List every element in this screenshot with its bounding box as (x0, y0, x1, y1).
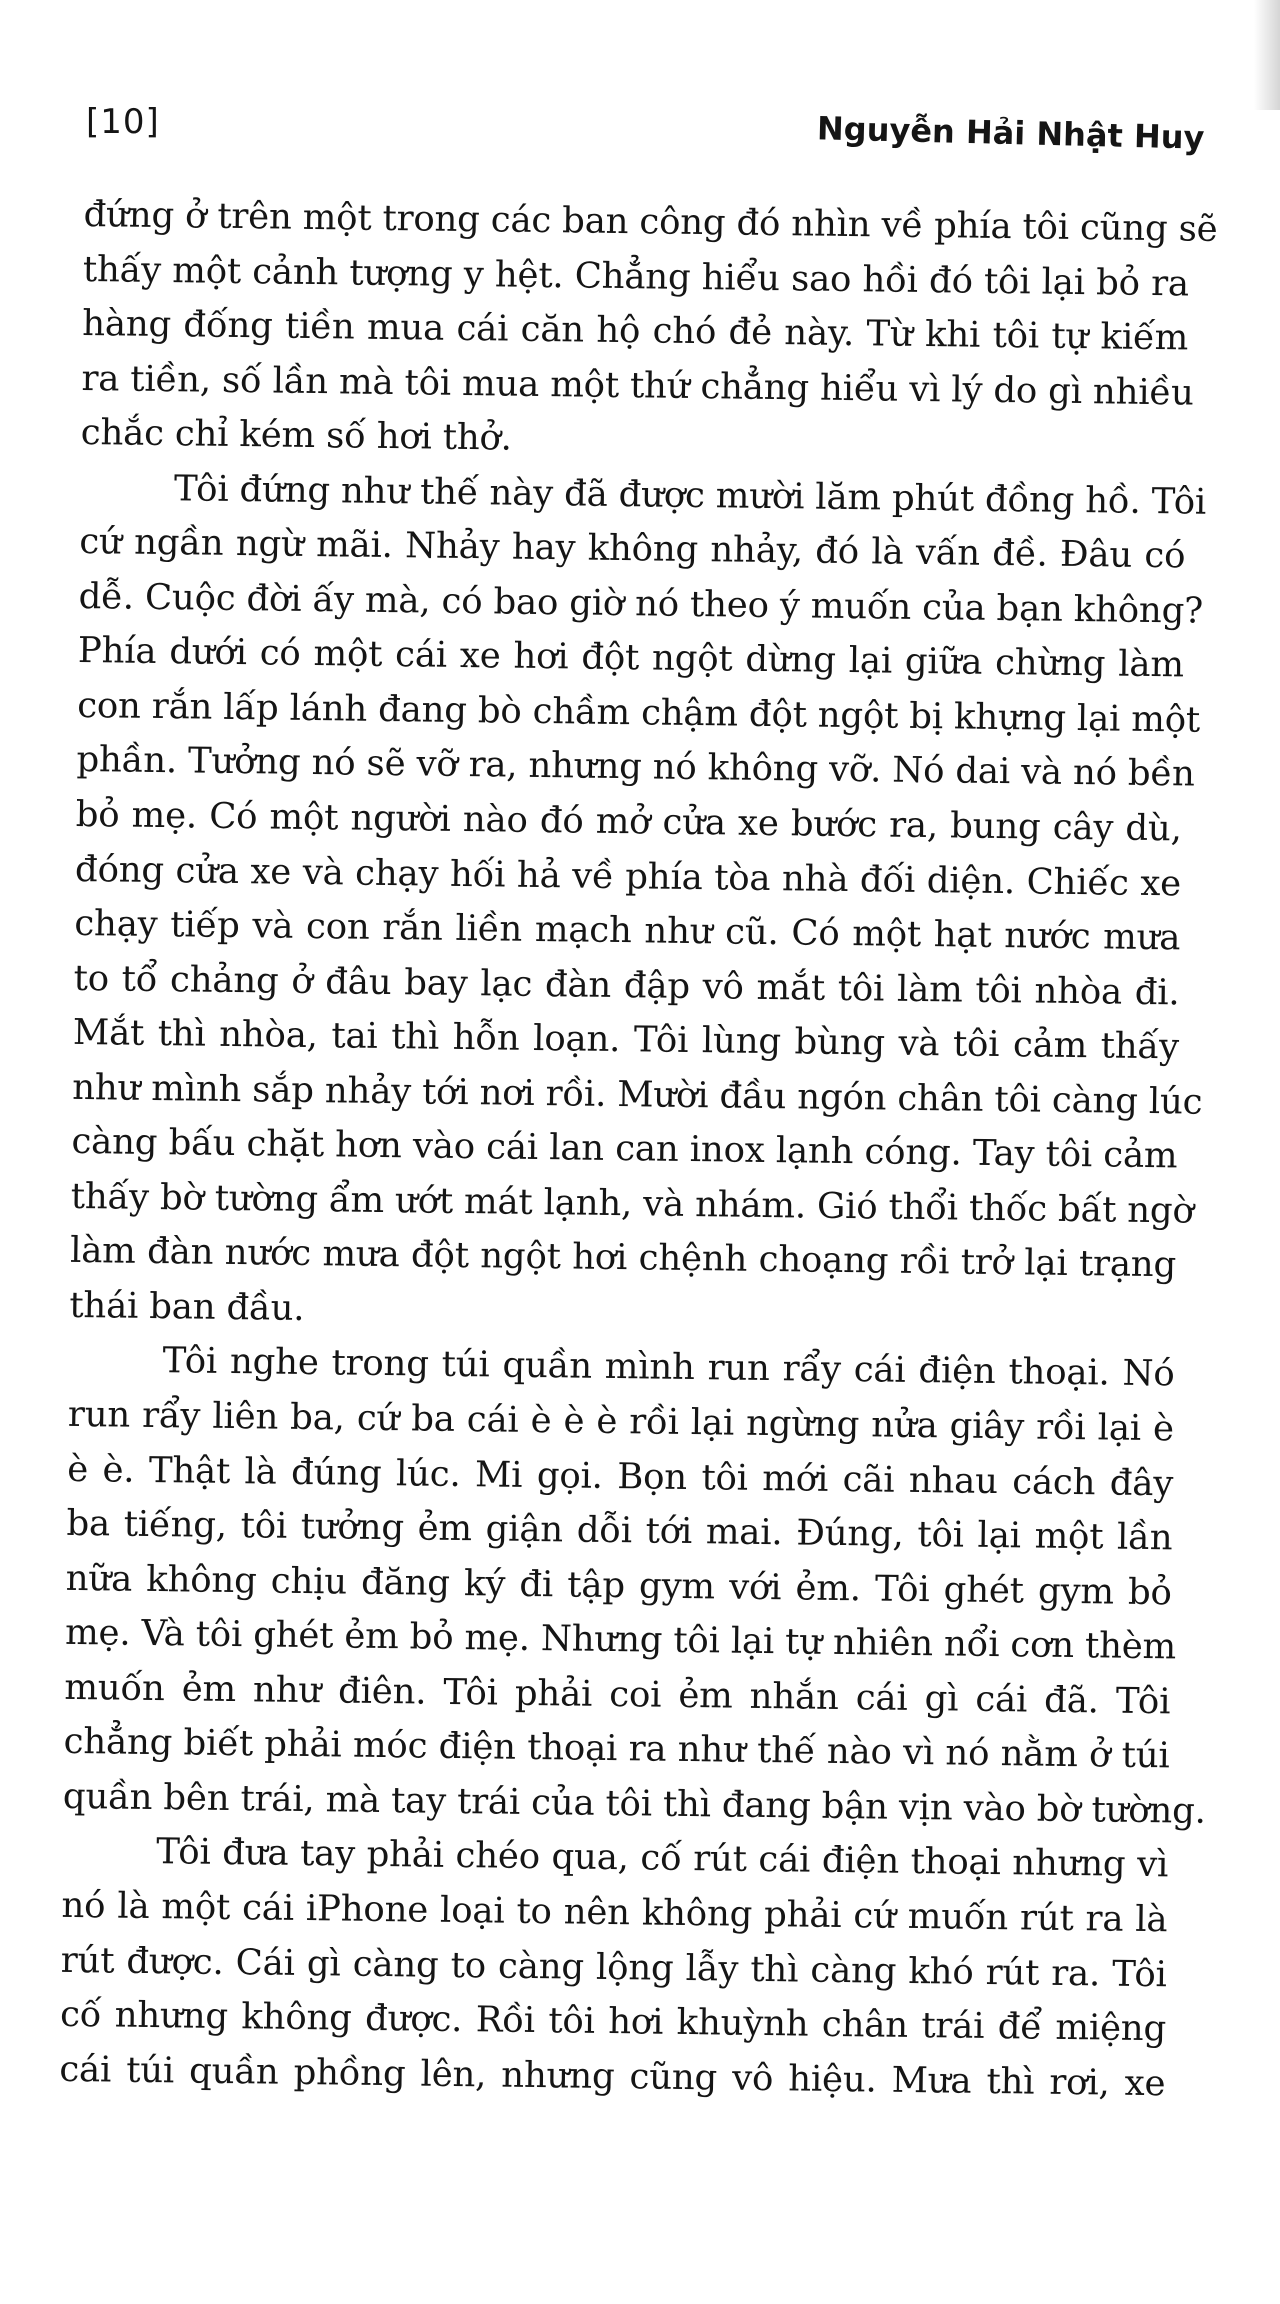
text-line: Mắt thì nhòa, tai thì hỗn loạn. Tôi lùng bùng và tôi cảm thấy (72, 1012, 1180, 1068)
text-line: thấy một cảnh tượng y hệt. Chẳng hiểu sao hồi đó tôi lại bỏ ra (82, 248, 1190, 305)
text-line: phần. Tưởng nó sẽ vỡ ra, nhưng nó không vỡ. Nó dai và nó bền (76, 739, 1196, 796)
text-line: cái túi quần phồng lên, nhưng cũng vô hiệu. Mưa thì rơi, xe (59, 2048, 1166, 2104)
text-line: rút được. Cái gì càng to càng lộng lẫy thì càng khó rút ra. Tôi (60, 1939, 1167, 1995)
text-line: đóng cửa xe và chạy hối hả về phía tòa nhà đối diện. Chiếc xe (74, 848, 1182, 904)
text-line: như mình sắp nhảy tới nơi rồi. Mười đầu ngón chân tôi càng lúc (71, 1066, 1203, 1123)
text-line: run rẩy liên ba, cứ ba cái è è è rồi lại ngừng nửa giây rồi lại è (67, 1393, 1175, 1450)
text-line: Tôi nghe trong túi quần mình run rẩy cái điện thoại. Nó (162, 1340, 1175, 1395)
page-edge-shadow (1254, 0, 1280, 110)
text-line: chắc chỉ kém số hơi thở. (80, 412, 513, 459)
text-line: chẳng biết phải móc điện thoại ra như thế nào vì nó nằm ở túi (63, 1721, 1170, 1777)
text-line: thấy bờ tường ẩm ướt mát lạnh, và nhám. Gió thổi thốc bất ngờ (70, 1175, 1194, 1232)
text-line: quần bên trái, mà tay trái của tôi thì đang bận vịn vào bờ tường. (62, 1775, 1206, 1832)
text-line: hàng đống tiền mua cái căn hộ chó đẻ này. Từ khi tôi tự kiếm (81, 303, 1189, 359)
text-line: chạy tiếp và con rắn liền mạch như cũ. Có một hạt nước mưa (74, 903, 1181, 959)
text-line: bỏ mẹ. Có một người nào đó mở cửa xe bước ra, bung cây dù, (75, 793, 1182, 850)
text-line: è è. Thật là đúng lúc. Mi gọi. Bọn tôi mới cãi nhau cách đây (66, 1448, 1174, 1504)
text-line: Phía dưới có một cái xe hơi đột ngột dừng lại giữa chừng làm (77, 630, 1185, 686)
text-line: nó là một cái iPhone loại to nên không phải cứ muốn rút ra là (61, 1884, 1168, 1941)
running-head-author: Nguyễn Hải Nhật Huy (816, 109, 1205, 157)
text-line: dễ. Cuộc đời ấy mà, có bao giờ nó theo ý muốn của bạn không? (78, 575, 1204, 632)
text-line: Tôi đưa tay phải chéo qua, cố rút cái điện thoại nhưng vì (155, 1831, 1169, 1886)
text-line: càng bấu chặt hơn vào cái lan can inox lạnh cóng. Tay tôi cảm (71, 1121, 1178, 1177)
text-line: ba tiếng, tôi tưởng ẻm giận dỗi tới mai. Đúng, tôi lại một lần (66, 1503, 1173, 1559)
body-text (59, 188, 1218, 2111)
text-line: làm đàn nước mưa đột ngột hơi chệnh choạng rồi trở lại trạng (69, 1230, 1177, 1286)
text-line: con rắn lấp lánh đang bò chầm chậm đột ngột bị khựng lại một (76, 684, 1201, 741)
page-header (86, 100, 1205, 160)
text-line: to tổ chảng ở đâu bay lạc đàn đập vô mắt tôi làm tôi nhòa đi. (73, 957, 1180, 1014)
text-line: cứ ngần ngừ mãi. Nhảy hay không nhảy, đó là vấn đề. Đâu có (79, 521, 1186, 577)
text-line: cố nhưng không được. Rồi tôi hơi khuỳnh chân trái để miệng (59, 1993, 1167, 2050)
text-line: muốn ẻm như điên. Tôi phải coi ẻm nhắn cái gì cái đã. Tôi (64, 1666, 1171, 1723)
text-line: Tôi đứng như thế này đã được mười lăm phút đồng hồ. Tôi (173, 467, 1207, 523)
text-line: mẹ. Và tôi ghét ẻm bỏ mẹ. Nhưng tôi lại tự nhiên nổi cơn thèm (64, 1612, 1177, 1668)
page-number: [10] (86, 102, 160, 142)
text-line: thái ban đầu. (69, 1284, 305, 1329)
text-line: ra tiền, số lần mà tôi mua một thứ chẳng hiểu vì lý do gì nhiều (81, 357, 1195, 414)
text-line: nữa không chịu đăng ký đi tập gym với ẻm. Tôi ghét gym bỏ (65, 1557, 1172, 1614)
text-line: đứng ở trên một trong các ban công đó nhìn về phía tôi cũng sẽ (83, 193, 1218, 250)
